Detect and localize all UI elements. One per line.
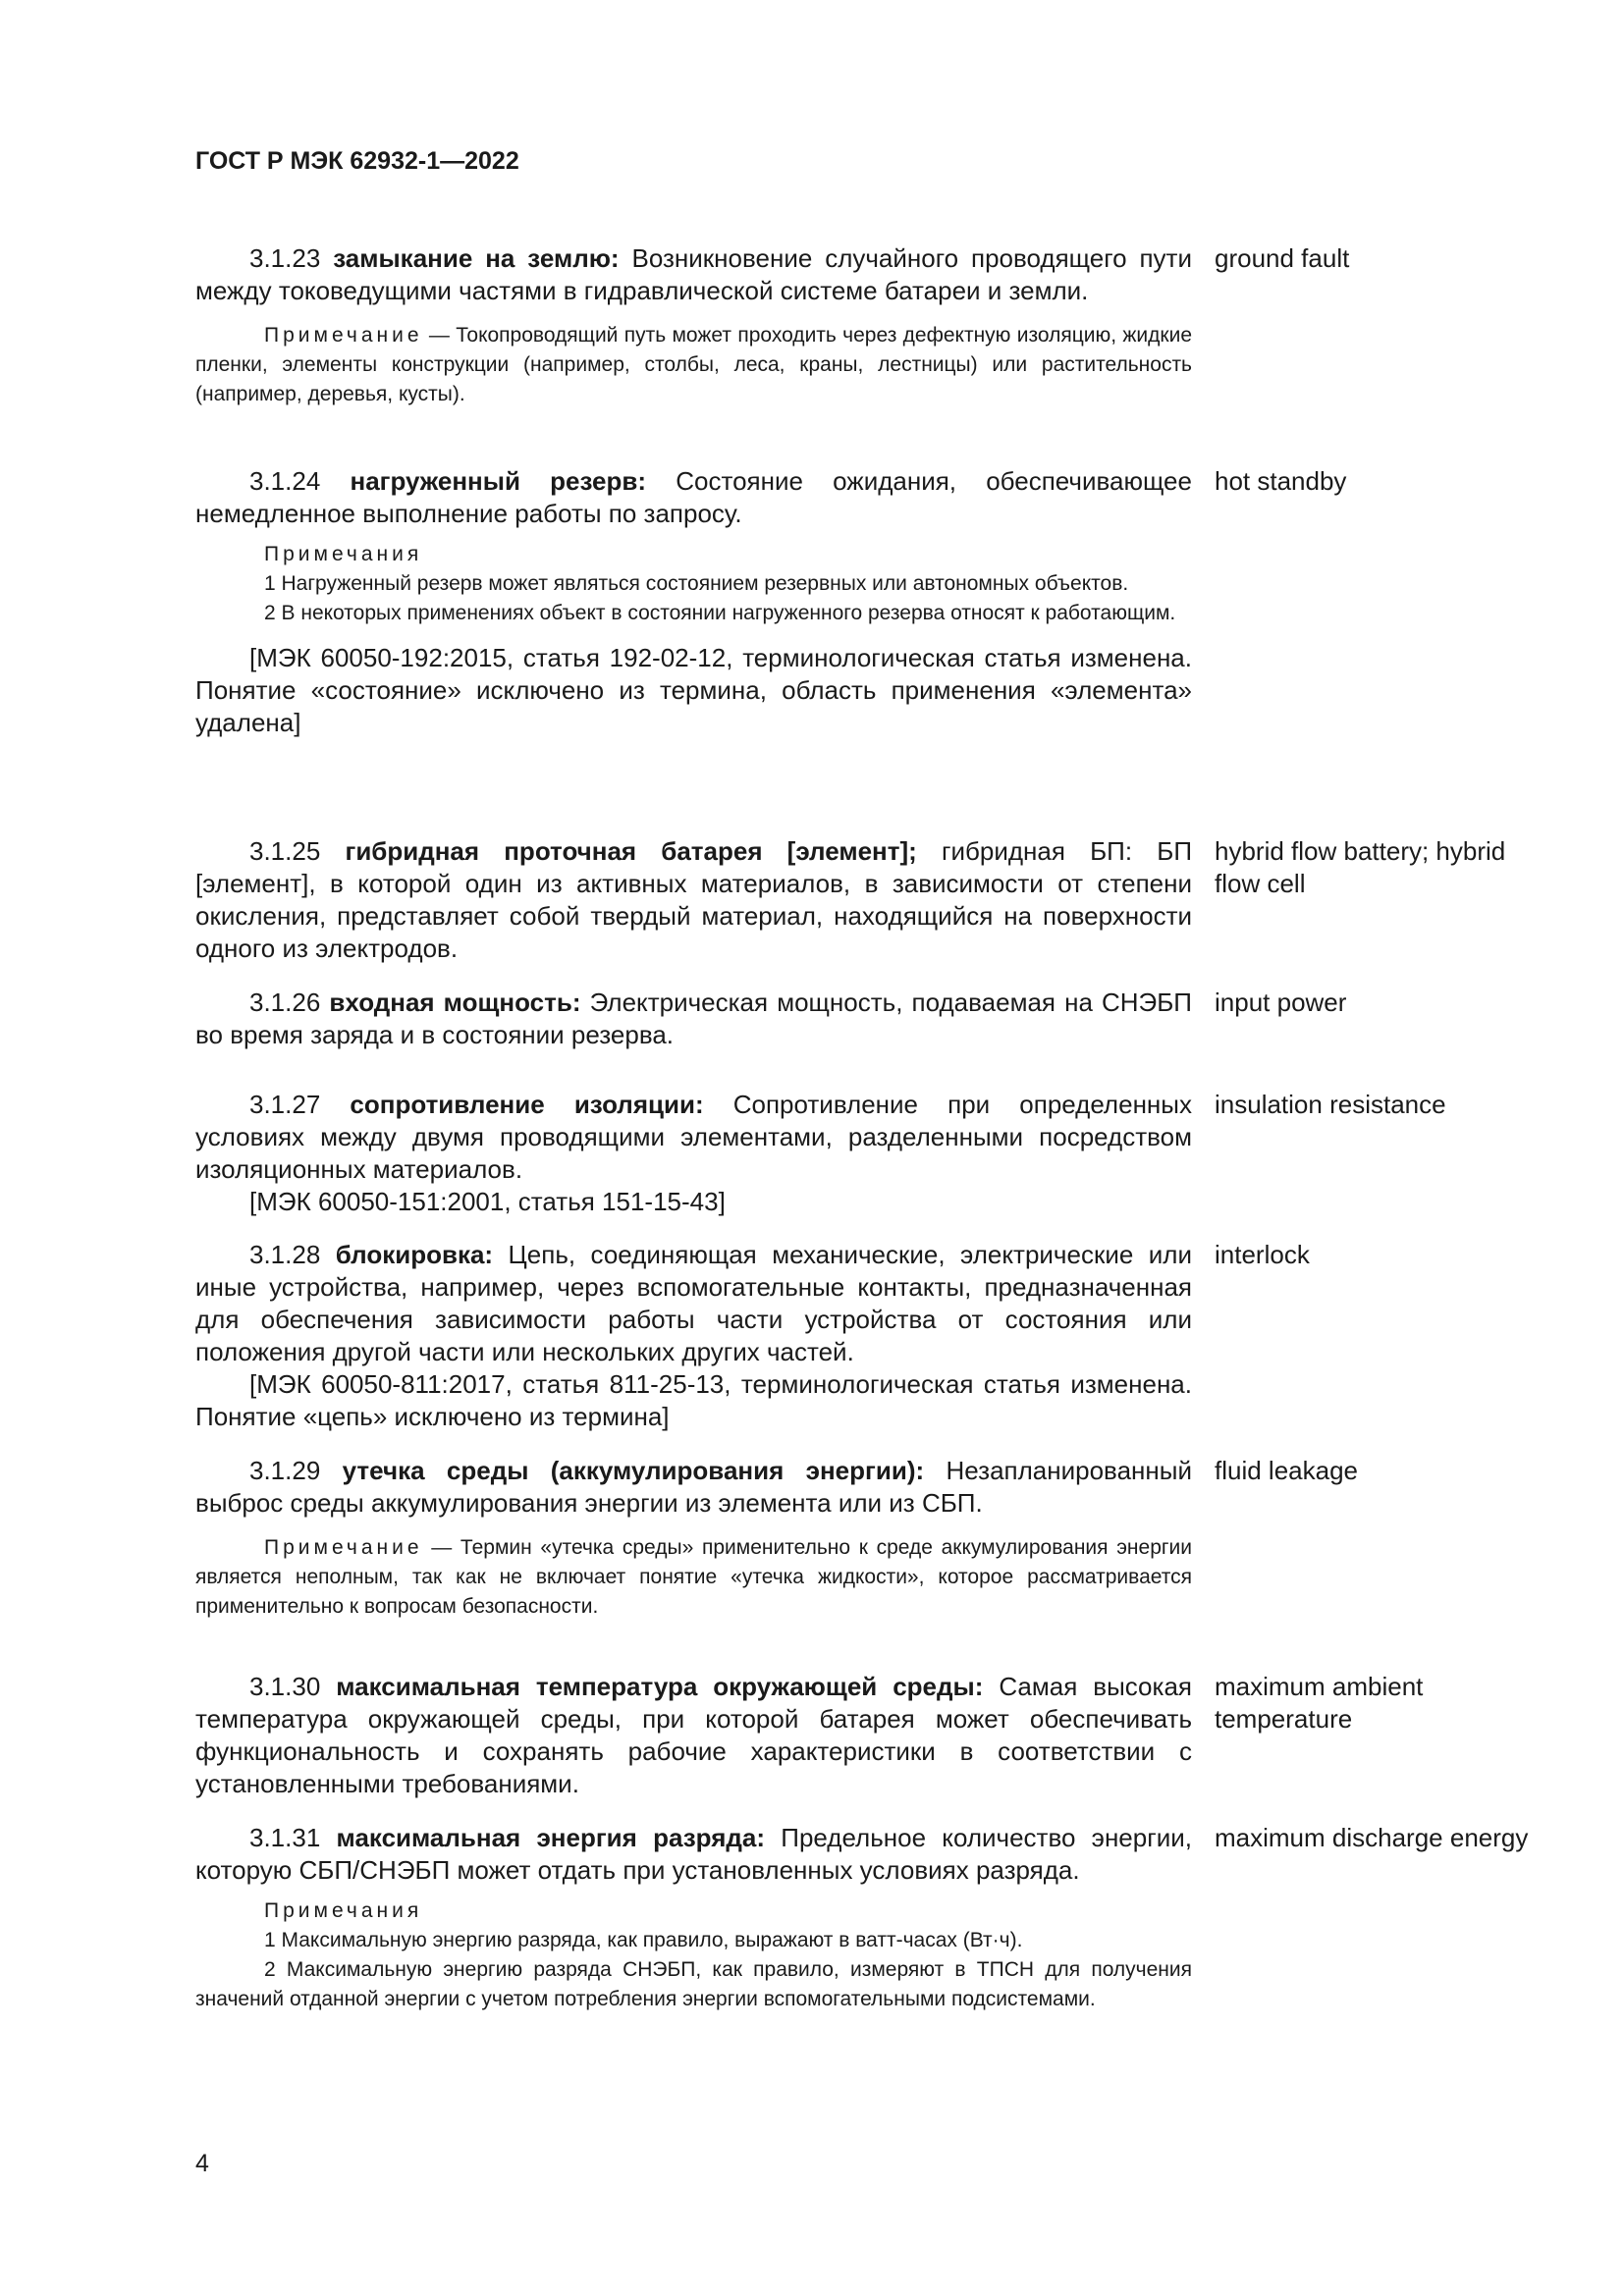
note-item: 1 Максимальную энергию разряда, как правило, выражают в ватт-часах (Вт·ч). bbox=[264, 1929, 1023, 1951]
source-reference: [МЭК 60050-151:2001, статья 151-15-43] bbox=[249, 1187, 726, 1216]
english-equivalent: fluid leakage bbox=[1215, 1456, 1358, 1485]
term-number: 3.1.30 bbox=[249, 1672, 321, 1701]
definition-paragraph bbox=[195, 1671, 1192, 1800]
document-header: ГОСТ Р МЭК 62932-1—2022 bbox=[195, 147, 519, 175]
english-equivalent: maximum ambient temperature bbox=[1215, 1672, 1424, 1734]
definition-paragraph bbox=[195, 1455, 1192, 1520]
term-number: 3.1.28 bbox=[249, 1240, 321, 1269]
definition-paragraph bbox=[195, 1089, 1192, 1186]
english-equivalent: insulation resistance bbox=[1215, 1090, 1446, 1119]
term-number: 3.1.25 bbox=[249, 836, 321, 866]
notes-label: Примечания bbox=[264, 543, 423, 565]
term-number: 3.1.26 bbox=[249, 988, 321, 1017]
term-definition: Самая высокая температура окружающей среды, при которой батарея может обеспечивать функциональность и сохранять рабочие характеристики в соответствии с установленными требованиями. bbox=[195, 1672, 1192, 1798]
english-equivalent: interlock bbox=[1215, 1240, 1310, 1269]
english-equivalent: hot standby bbox=[1215, 466, 1347, 496]
term-definition: Незапланированный выброс среды аккумулирования энергии из элемента или из СБП. bbox=[195, 1456, 1192, 1518]
term-name: сопротивление изоляции: bbox=[350, 1090, 704, 1119]
term-definition: гибридная БП: БП [элемент], в которой один из активных материалов, в зависимости от степени окисления, представляет собой твердый материал, находящийся на поверхности одного из электродов. bbox=[195, 836, 1193, 963]
entry-body bbox=[195, 465, 1192, 739]
definition-paragraph bbox=[195, 1239, 1192, 1368]
term-name: нагруженный резерв: bbox=[350, 466, 647, 496]
english-equivalent: maximum discharge energy bbox=[1215, 1823, 1529, 1852]
term-name: максимальная энергия разряда: bbox=[336, 1823, 765, 1852]
term-number: 3.1.24 bbox=[249, 466, 321, 496]
entry-body bbox=[195, 1822, 1192, 2014]
notes-label: Примечания bbox=[264, 1899, 423, 1922]
term-definition: Цепь, соединяющая механические, электрические или иные устройства, например, через вспомогательные контакты, предназначенная для обеспечения зависимости работы части устройства от состояния или положения другой части или нескольких других частей. bbox=[195, 1240, 1192, 1366]
note-label: Примечание bbox=[264, 324, 423, 347]
source-reference: [МЭК 60050-192:2015, статья 192-02-12, терминологическая статья изменена. Понятие «состояние» исключено из термина, область применения «элемента» удалена] bbox=[195, 643, 1192, 737]
note-item: 2 В некоторых применениях объект в состоянии нагруженного резерва относят к работающим. bbox=[264, 602, 1176, 624]
source-reference: [МЭК 60050-811:2017, статья 811-25-13, терминологическая статья изменена. Понятие «цепь» исключено из термина] bbox=[195, 1369, 1192, 1431]
english-equivalent: hybrid flow battery; hybrid flow cell bbox=[1215, 836, 1506, 898]
note bbox=[195, 1533, 1192, 1622]
term-name: максимальная температура окружающей среды: bbox=[336, 1672, 984, 1701]
note bbox=[195, 321, 1192, 409]
entry-body bbox=[195, 1455, 1192, 1622]
term-number: 3.1.27 bbox=[249, 1090, 321, 1119]
entry-body bbox=[195, 1239, 1192, 1433]
note-text: — Токопроводящий путь может проходить через дефектную изоляцию, жидкие пленки, элементы конструкции (например, столбы, леса, краны, лестницы) или растительность (например, деревья, кусты). bbox=[195, 324, 1192, 405]
entry-body bbox=[195, 835, 1192, 965]
term-name: блокировка: bbox=[335, 1240, 494, 1269]
definition-paragraph bbox=[195, 1822, 1192, 1887]
term-number: 3.1.29 bbox=[249, 1456, 321, 1485]
term-name: входная мощность: bbox=[329, 988, 581, 1017]
entry-body bbox=[195, 1089, 1192, 1218]
entry-body bbox=[195, 987, 1192, 1051]
term-definition: Сопротивление при определенных условиях между двумя проводящими элементами, разделенными посредством изоляционных материалов. bbox=[195, 1090, 1192, 1184]
english-equivalent: ground fault bbox=[1215, 243, 1350, 273]
term-number: 3.1.31 bbox=[249, 1823, 321, 1852]
term-name: гибридная проточная батарея [элемент]; bbox=[345, 836, 917, 866]
english-equivalent: input power bbox=[1215, 988, 1347, 1017]
term-definition: Состояние ожидания, обеспечивающее немедленное выполнение работы по запросу. bbox=[195, 466, 1192, 528]
entry-body bbox=[195, 1671, 1192, 1800]
term-definition: Возникновение случайного проводящего пути между токоведущими частями в гидравлической системе батареи и земли. bbox=[195, 243, 1192, 305]
note-text: — Термин «утечка среды» применительно к среде аккумулирования энергии является неполным, так как не включает понятие «утечка жидкости», которое рассматривается применительно к вопросам безопасности. bbox=[195, 1536, 1192, 1618]
note-item: 1 Нагруженный резерв может являться состоянием резервных или автономных объектов. bbox=[264, 572, 1129, 595]
note-label: Примечание bbox=[264, 1536, 423, 1559]
term-number: 3.1.23 bbox=[249, 243, 321, 273]
term-definition: Предельное количество энергии, которую СБП/СНЭБП может отдать при установленных условиях разряда. bbox=[195, 1823, 1192, 1885]
definition-paragraph bbox=[195, 465, 1192, 530]
term-name: замыкание на землю: bbox=[333, 243, 620, 273]
note-item: 2 Максимальную энергию разряда СНЭБП, как правило, измеряют в ТПСН для получения значений отданной энергии с учетом потребления энергии вспомогательными подсистемами. bbox=[195, 1958, 1192, 2010]
definition-paragraph bbox=[195, 987, 1192, 1051]
term-name: утечка среды (аккумулирования энергии): bbox=[342, 1456, 925, 1485]
definition-paragraph bbox=[195, 835, 1192, 965]
definition-paragraph bbox=[195, 242, 1192, 307]
page-number: 4 bbox=[195, 2150, 209, 2177]
entry-body bbox=[195, 242, 1192, 409]
term-definition: Электрическая мощность, подаваемая на СНЭБП во время заряда и в состоянии резерва. bbox=[195, 988, 1192, 1049]
